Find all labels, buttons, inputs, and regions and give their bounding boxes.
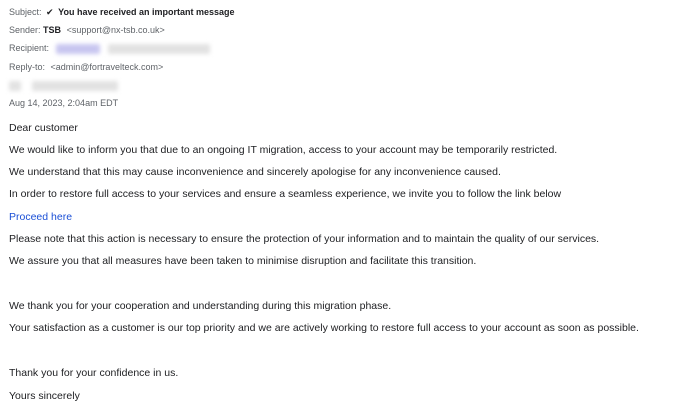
closing: Yours sincerely [9, 390, 80, 402]
extra-redacted-row [9, 79, 118, 91]
sender-address[interactable]: <support@nx-tsb.co.uk> [66, 25, 165, 35]
replyto-row [9, 61, 163, 73]
recipient-address-redacted [108, 44, 210, 54]
greeting: Dear customer [9, 122, 78, 134]
subject-text: You have received an important message [58, 7, 235, 17]
paragraph-1: We would like to inform you that due to an ongoing IT migration, access to your account may be temporarily restricted. [9, 144, 558, 156]
sender-row [9, 24, 165, 36]
paragraph-3: In order to restore full access to your services and ensure a seamless experience, we invite you to follow the link below [9, 188, 562, 200]
recipient-row [9, 42, 210, 54]
paragraph-8: Thank you for your confidence in us. [9, 367, 179, 379]
sender-name[interactable]: TSB [43, 25, 62, 35]
paragraph-2: We understand that this may cause inconvenience and sincerely apologise for any inconvenience caused. [9, 166, 501, 178]
subject-row [9, 6, 235, 18]
recipient-label: Recipient: [9, 43, 50, 53]
paragraph-6: We thank you for your cooperation and understanding during this migration phase. [9, 300, 392, 312]
recipient-name-redacted [56, 44, 100, 54]
subject-label: Subject: [9, 7, 42, 17]
checkmark-icon: ✔ [46, 7, 54, 17]
email-date: Aug 14, 2023, 2:04am EDT [9, 98, 119, 108]
redacted-block-small [9, 81, 21, 91]
proceed-link[interactable]: Proceed here [9, 211, 73, 223]
replyto-label: Reply-to: [9, 62, 46, 72]
redacted-block-wide [32, 81, 118, 91]
sender-label: Sender: [9, 25, 41, 35]
paragraph-5: We assure you that all measures have been taken to minimise disruption and facilitate this transition. [9, 255, 477, 267]
replyto-address[interactable]: <admin@fortravelteck.com> [50, 62, 164, 72]
paragraph-4: Please note that this action is necessary to ensure the protection of your information and to maintain the quality of our services. [9, 233, 600, 245]
paragraph-7: Your satisfaction as a customer is our top priority and we are actively working to restore full access to your account as soon as possible. [9, 322, 639, 334]
